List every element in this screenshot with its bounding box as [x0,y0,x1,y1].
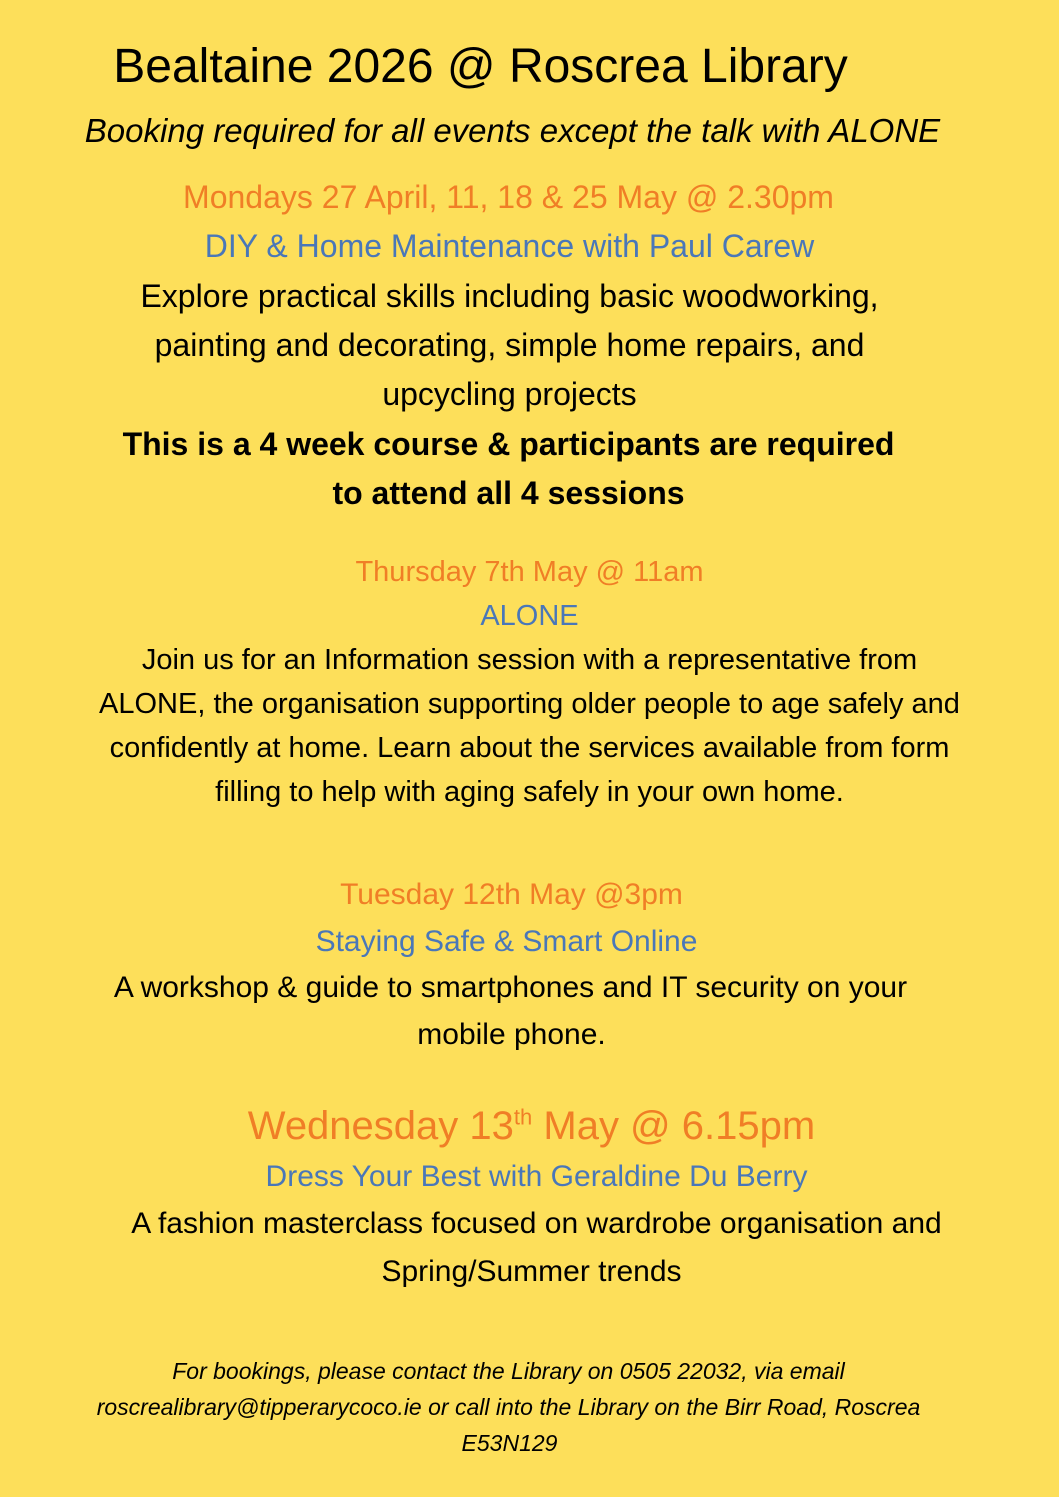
event-2-description-line-3: confidently at home. Learn about the services available from form [109,732,950,764]
page-title: Bealtaine 2026 @ Roscrea Library [113,40,848,93]
event-2-description-line-4: filling to help with aging safely in your own home. [215,776,844,808]
event-1-date: Mondays 27 April, 11, 18 & 25 May @ 2.30pm [183,179,834,215]
event-4-description-line-2: Spring/Summer trends [381,1255,682,1288]
event-1-description-line-2: painting and decorating, simple home repairs, and [154,327,865,363]
footer-contact-line-2: roscrealibrary@tipperarycoco.ie or call into the Library on the Birr Road, Roscrea [96,1394,921,1420]
event-3-date: Tuesday 12th May @3pm [340,878,683,911]
event-2-description-line-1: Join us for an Information session with a representative from [141,644,918,676]
event-1-note-line-1: This is a 4 week course & participants are required [122,426,895,462]
event-4-date-suffix: May @ 6.15pm [532,1104,816,1148]
event-4-title: Dress Your Best with Geraldine Du Berry [265,1160,808,1193]
event-1-description-line-3: upcycling projects [382,376,637,412]
event-1-description-line-1: Explore practical skills including basic woodworking, [140,278,879,314]
event-3-description-line-2: mobile phone. [417,1018,606,1051]
booking-subtitle: Booking required for all events except the talk with ALONE [84,112,941,149]
footer-contact-line-1: For bookings, please contact the Library on 0505 22032, via email [172,1358,845,1384]
event-4-description-line-1: A fashion masterclass focused on wardrobe organisation and [131,1207,942,1240]
event-3-description-line-1: A workshop & guide to smartphones and IT security on your [113,971,908,1004]
event-2-description-line-2: ALONE, the organisation supporting older people to age safely and [99,688,960,720]
event-3-title: Staying Safe & Smart Online [315,925,698,958]
event-4-date [2,1106,1059,1146]
event-4-date-prefix: Wednesday 13 [247,1104,514,1148]
event-4-date-superscript: th [513,1104,533,1130]
event-1-title: DIY & Home Maintenance with Paul Carew [204,228,815,264]
event-2-date: Thursday 7th May @ 11am [355,556,704,588]
event-2-title: ALONE [480,600,579,632]
event-1-note-line-2: to attend all 4 sessions [332,475,685,511]
footer-eircode: E53N129 [461,1430,558,1456]
